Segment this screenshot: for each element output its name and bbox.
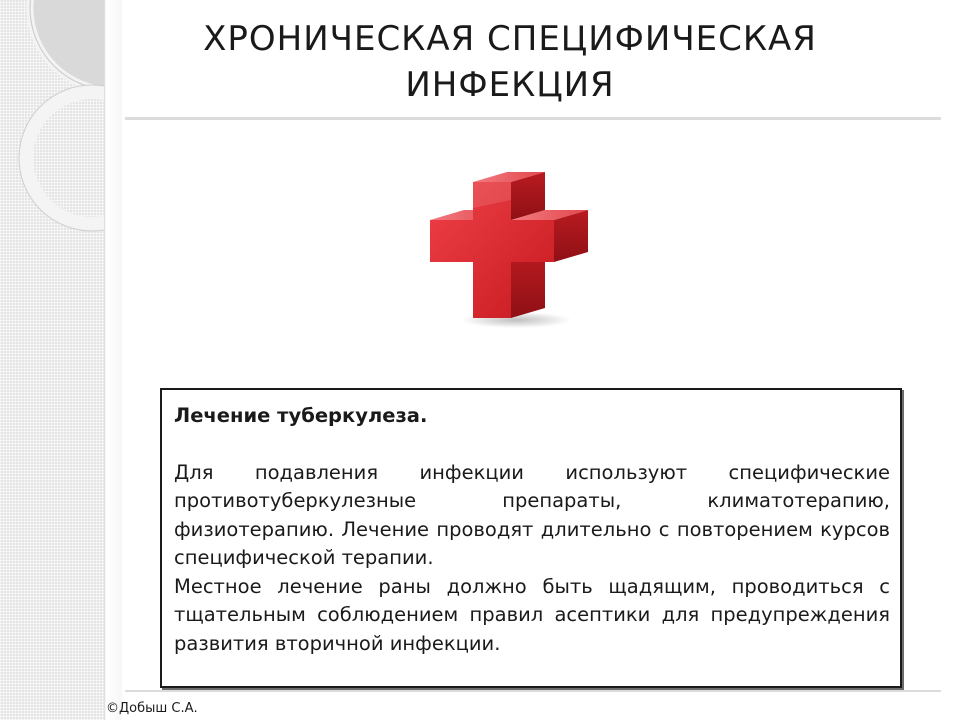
treatment-text-box xyxy=(160,388,902,688)
treatment-heading: Лечение туберкулеза. xyxy=(174,404,428,427)
author-credit: ©Добыш С.А. xyxy=(106,701,198,716)
decorative-rings xyxy=(0,0,104,720)
title-divider xyxy=(125,117,941,120)
footer-divider xyxy=(125,690,941,692)
decorative-side-band xyxy=(0,0,104,720)
treatment-paragraph-systemic: Для подавления инфекции используют специфические противотуберкулезные препараты, климатотерапию, физиотерапию. Лечение проводят длительно с повторением курсов специфической терапии. xyxy=(174,460,890,569)
side-band-divider xyxy=(104,0,122,720)
slide-title: ХРОНИЧЕСКАЯ СПЕЦИФИЧЕСКАЯ ИНФЕКЦИЯ xyxy=(203,19,817,105)
treatment-paragraph-local: Местное лечение раны должно быть щадящим, проводиться с тщательным соблюдением правил асептики для предупреждения развития вторичной инфекции. xyxy=(174,574,890,655)
red-cross-icon xyxy=(420,160,600,330)
